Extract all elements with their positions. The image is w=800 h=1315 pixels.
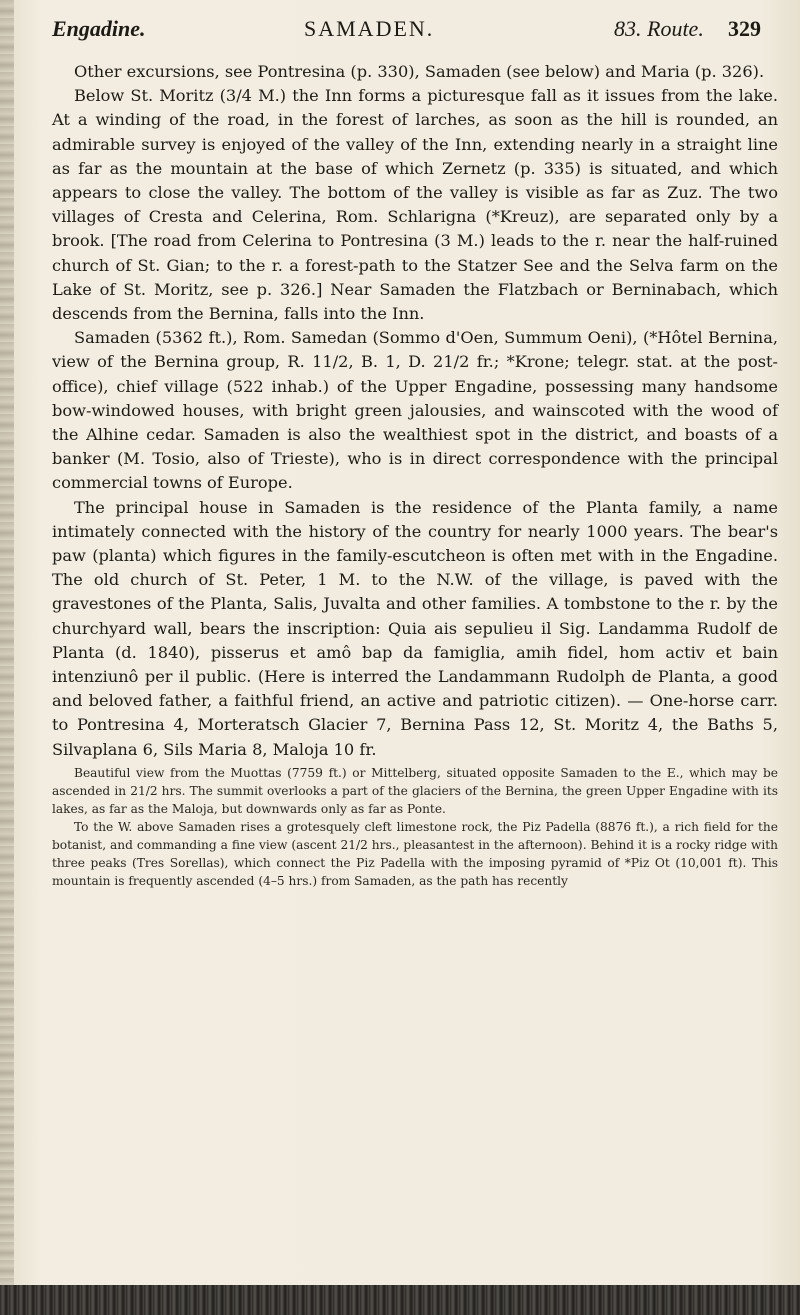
header-place: SAMADEN. xyxy=(304,16,435,41)
paragraph-planta-family: The principal house in Samaden is the residence of the Planta family, a name intimately connected with the history of the country for nearly 1000 years. The bear's paw (planta) which figures in the family-escutcheon is often met with in the Engadine. The old church of St. Peter, 1 M. to the N.W. of the village, is paved with the gravestones of the Planta, Salis, Juvalta and other families. A tombstone to the r. by the churchyard wall, bears the inscription: Quia ais sepulieu il Sig. Landamma Rudolf de Planta (d. 1840), pisserus et amô bap da famiglia, amih fidel, hom activ et bain intenziunô per il public. (Here is interred the Landammann Rudolph de Planta, a good and beloved father, a faithful friend, an active and patriotic citizen). — One-horse carr. to Pontresina 4, Morteratsch Glacier 7, Bernina Pass 12, St. Moritz 4, the Baths 5, Silvaplana 6, Sils Maria 8, Maloja 10 fr. xyxy=(52,497,778,759)
header-route: 83. Route. xyxy=(614,16,704,41)
book-gutter xyxy=(0,0,14,1315)
body-text xyxy=(52,60,778,890)
header-region: Engadine. xyxy=(52,16,146,41)
note-piz-padella: To the W. above Samaden rises a grotesquely cleft limestone rock, the Piz Padella (8876 ft.), a rich field for the botanist, and commanding a fine view (ascent 21/2 hrs., pleasantest in the afternoon). Behind it is a rocky ridge with three peaks (Tres Sorellas), which connect the Piz Padella with the imposing pyramid of *Piz Ot (10,001 ft). This mountain is frequently ascended (4–5 hrs.) from Samaden, as the path has recently xyxy=(52,819,778,888)
page-bottom-edge xyxy=(0,1285,800,1315)
running-header xyxy=(52,12,782,46)
note-muottas: Beautiful view from the Muottas (7759 ft.) or Mittelberg, situated opposite Samaden to the E., which may be ascended in 21/2 hrs. The summit overlooks a part of the glaciers of the Bernina, the green Upper Engadine with its lakes, as far as the Maloja, but downwards only as far as Ponte. xyxy=(52,765,778,816)
paragraph-excursions: Other excursions, see Pontresina (p. 330), Samaden (see below) and Maria (p. 326). xyxy=(74,62,765,81)
paragraph-samaden: Samaden (5362 ft.), Rom. Samedan (Sommo d'Oen, Summum Oeni), (*Hôtel Bernina, view of the Bernina group, R. 11/2, B. 1, D. 21/2 fr.; *Krone; telegr. stat. at the post-office), chief village (522 inhab.) of the Upper Engadine, possessing many handsome bow-windowed houses, with bright green jalousies, and wainscoted with the wood of the Alhine cedar. Samaden is also the wealthiest spot in the district, and boasts of a banker (M. Tosio, also of Trieste), who is in direct correspondence with the principal commercial towns of Europe. xyxy=(52,328,778,493)
paragraph-below-st-moritz: Below St. Moritz (3/4 M.) the Inn forms a picturesque fall as it issues from the lake. At a winding of the road, in the forest of larches, as soon as the hill is rounded, an admirable survey is enjoyed of the valley of the Inn, extending nearly in a straight line as far as the mountain at the base of which Zernetz (p. 335) is situated, and which appears to close the valley. The bottom of the valley is visible as far as Zuz. The two villages of Cresta and Celerina, Rom. Schlarigna (*Kreuz), are separated only by a brook. [The road from Celerina to Pontresina (3 M.) leads to the r. near the half-ruined church of St. Gian; to the r. a forest-path to the Statzer See and the Selva farm on the Lake of St. Moritz, see p. 326.] Near Samaden the Flatzbach or Berninabach, which descends from the Bernina, falls into the Inn. xyxy=(52,86,778,324)
page-number: 329 xyxy=(728,16,761,41)
